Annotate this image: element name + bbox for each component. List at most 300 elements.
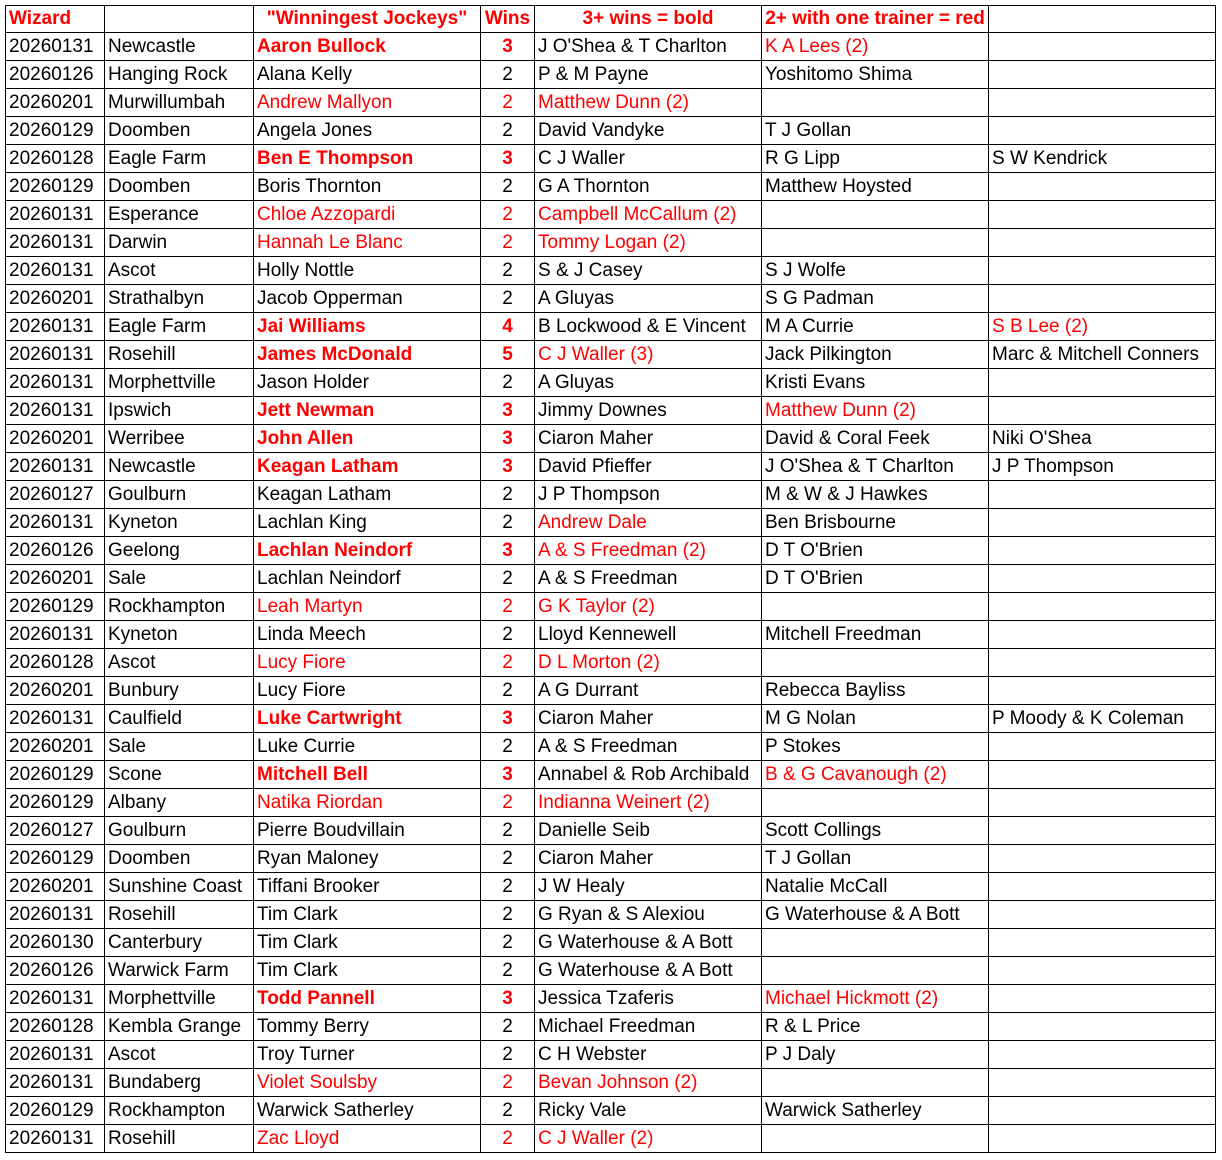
date-cell[interactable]: 20260131 bbox=[6, 705, 105, 733]
table-row bbox=[6, 565, 1216, 593]
wins-cell[interactable]: 3 bbox=[481, 761, 535, 789]
trainer-3-cell[interactable]: J P Thompson bbox=[989, 453, 1216, 481]
trainer-3-cell[interactable] bbox=[989, 677, 1216, 705]
date-cell[interactable]: 20260128 bbox=[6, 145, 105, 173]
venue-cell[interactable]: Ascot bbox=[105, 257, 254, 285]
trainer-1-cell[interactable]: A Gluyas bbox=[535, 369, 762, 397]
wins-cell[interactable]: 2 bbox=[481, 957, 535, 985]
jockey-cell[interactable]: Lucy Fiore bbox=[254, 649, 481, 677]
venue-cell[interactable]: Eagle Farm bbox=[105, 145, 254, 173]
jockey-cell[interactable]: Luke Currie bbox=[254, 733, 481, 761]
date-cell[interactable]: 20260131 bbox=[6, 369, 105, 397]
date-cell[interactable]: 20260129 bbox=[6, 173, 105, 201]
venue-cell[interactable]: Morphettville bbox=[105, 985, 254, 1013]
trainer-1-cell[interactable]: A & S Freedman bbox=[535, 733, 762, 761]
trainer-1-cell[interactable]: Matthew Dunn (2) bbox=[535, 89, 762, 117]
trainer-2-cell[interactable] bbox=[762, 89, 989, 117]
date-cell[interactable]: 20260131 bbox=[6, 201, 105, 229]
trainer-3-cell[interactable] bbox=[989, 481, 1216, 509]
date-cell[interactable]: 20260127 bbox=[6, 817, 105, 845]
jockey-cell[interactable]: Jacob Opperman bbox=[254, 285, 481, 313]
venue-cell[interactable]: Darwin bbox=[105, 229, 254, 257]
trainer-3-cell[interactable] bbox=[989, 761, 1216, 789]
trainer-3-cell[interactable]: Niki O'Shea bbox=[989, 425, 1216, 453]
trainer-3-cell[interactable] bbox=[989, 733, 1216, 761]
venue-cell[interactable]: Doomben bbox=[105, 117, 254, 145]
date-cell[interactable]: 20260131 bbox=[6, 1125, 105, 1153]
trainer-3-cell[interactable] bbox=[989, 1013, 1216, 1041]
wins-cell[interactable]: 2 bbox=[481, 285, 535, 313]
date-cell[interactable]: 20260126 bbox=[6, 537, 105, 565]
date-cell[interactable]: 20260131 bbox=[6, 985, 105, 1013]
trainer-1-cell[interactable]: C J Waller bbox=[535, 145, 762, 173]
table-row bbox=[6, 817, 1216, 845]
header-row bbox=[6, 6, 1216, 33]
trainer-2-cell[interactable]: B & G Cavanough (2) bbox=[762, 761, 989, 789]
trainer-2-cell[interactable]: S J Wolfe bbox=[762, 257, 989, 285]
date-cell[interactable]: 20260131 bbox=[6, 1069, 105, 1097]
jockey-cell[interactable]: Boris Thornton bbox=[254, 173, 481, 201]
trainer-2-cell[interactable] bbox=[762, 593, 989, 621]
trainer-1-cell[interactable]: Bevan Johnson (2) bbox=[535, 1069, 762, 1097]
venue-cell[interactable]: Sale bbox=[105, 565, 254, 593]
jockey-cell[interactable]: Natika Riordan bbox=[254, 789, 481, 817]
venue-cell[interactable]: Esperance bbox=[105, 201, 254, 229]
wins-cell[interactable]: 3 bbox=[481, 425, 535, 453]
trainer-1-cell[interactable]: Indianna Weinert (2) bbox=[535, 789, 762, 817]
wins-cell[interactable]: 2 bbox=[481, 201, 535, 229]
trainer-3-cell[interactable] bbox=[989, 201, 1216, 229]
trainer-2-cell[interactable]: Mitchell Freedman bbox=[762, 621, 989, 649]
jockey-cell[interactable]: Ryan Maloney bbox=[254, 845, 481, 873]
jockey-cell[interactable]: Holly Nottle bbox=[254, 257, 481, 285]
header-extra[interactable] bbox=[989, 6, 1216, 33]
jockey-cell[interactable]: Mitchell Bell bbox=[254, 761, 481, 789]
jockey-cell[interactable]: Troy Turner bbox=[254, 1041, 481, 1069]
date-cell[interactable]: 20260129 bbox=[6, 845, 105, 873]
trainer-1-cell[interactable]: A G Durrant bbox=[535, 677, 762, 705]
wins-cell[interactable]: 2 bbox=[481, 61, 535, 89]
trainer-3-cell[interactable] bbox=[989, 537, 1216, 565]
trainer-3-cell[interactable] bbox=[989, 89, 1216, 117]
wins-cell[interactable]: 2 bbox=[481, 621, 535, 649]
wins-cell[interactable]: 2 bbox=[481, 1097, 535, 1125]
wins-cell[interactable]: 2 bbox=[481, 173, 535, 201]
wins-cell[interactable]: 2 bbox=[481, 481, 535, 509]
jockey-cell[interactable]: Angela Jones bbox=[254, 117, 481, 145]
trainer-3-cell[interactable] bbox=[989, 1041, 1216, 1069]
wins-cell[interactable]: 3 bbox=[481, 537, 535, 565]
venue-cell[interactable]: Sunshine Coast bbox=[105, 873, 254, 901]
trainer-1-cell[interactable]: G Waterhouse & A Bott bbox=[535, 957, 762, 985]
header-bold-rule[interactable]: 3+ wins = bold bbox=[535, 6, 762, 33]
trainer-2-cell[interactable]: K A Lees (2) bbox=[762, 33, 989, 61]
jockey-cell[interactable]: Ben E Thompson bbox=[254, 145, 481, 173]
wins-cell[interactable]: 2 bbox=[481, 565, 535, 593]
venue-cell[interactable]: Eagle Farm bbox=[105, 313, 254, 341]
venue-cell[interactable]: Murwillumbah bbox=[105, 89, 254, 117]
jockey-cell[interactable]: Tim Clark bbox=[254, 957, 481, 985]
date-cell[interactable]: 20260201 bbox=[6, 565, 105, 593]
trainer-1-cell[interactable]: C J Waller (3) bbox=[535, 341, 762, 369]
trainer-3-cell[interactable] bbox=[989, 1069, 1216, 1097]
wins-cell[interactable]: 2 bbox=[481, 593, 535, 621]
trainer-3-cell[interactable] bbox=[989, 369, 1216, 397]
trainer-1-cell[interactable]: C H Webster bbox=[535, 1041, 762, 1069]
trainer-2-cell[interactable]: Warwick Satherley bbox=[762, 1097, 989, 1125]
trainer-3-cell[interactable] bbox=[989, 901, 1216, 929]
jockey-cell[interactable]: Tim Clark bbox=[254, 901, 481, 929]
trainer-1-cell[interactable]: J W Healy bbox=[535, 873, 762, 901]
trainer-2-cell[interactable]: David & Coral Feek bbox=[762, 425, 989, 453]
trainer-3-cell[interactable] bbox=[989, 285, 1216, 313]
venue-cell[interactable]: Scone bbox=[105, 761, 254, 789]
table-row bbox=[6, 1041, 1216, 1069]
date-cell[interactable]: 20260131 bbox=[6, 397, 105, 425]
trainer-1-cell[interactable]: A & S Freedman bbox=[535, 565, 762, 593]
trainer-2-cell[interactable]: S G Padman bbox=[762, 285, 989, 313]
wins-cell[interactable]: 2 bbox=[481, 929, 535, 957]
date-cell[interactable]: 20260128 bbox=[6, 1013, 105, 1041]
trainer-3-cell[interactable] bbox=[989, 173, 1216, 201]
date-cell[interactable]: 20260131 bbox=[6, 33, 105, 61]
wins-cell[interactable]: 3 bbox=[481, 705, 535, 733]
table-row bbox=[6, 873, 1216, 901]
trainer-2-cell[interactable]: Scott Collings bbox=[762, 817, 989, 845]
trainer-1-cell[interactable]: Ciaron Maher bbox=[535, 845, 762, 873]
venue-cell[interactable]: Caulfield bbox=[105, 705, 254, 733]
wins-cell[interactable]: 3 bbox=[481, 145, 535, 173]
wins-cell[interactable]: 2 bbox=[481, 89, 535, 117]
date-cell[interactable]: 20260130 bbox=[6, 929, 105, 957]
trainer-1-cell[interactable]: B Lockwood & E Vincent bbox=[535, 313, 762, 341]
jockey-cell[interactable]: Pierre Boudvillain bbox=[254, 817, 481, 845]
jockey-cell[interactable]: James McDonald bbox=[254, 341, 481, 369]
trainer-1-cell[interactable]: Ciaron Maher bbox=[535, 705, 762, 733]
trainer-2-cell[interactable] bbox=[762, 229, 989, 257]
trainer-2-cell[interactable]: M & W & J Hawkes bbox=[762, 481, 989, 509]
wins-cell[interactable]: 2 bbox=[481, 677, 535, 705]
trainer-3-cell[interactable] bbox=[989, 397, 1216, 425]
trainer-1-cell[interactable]: Ciaron Maher bbox=[535, 425, 762, 453]
date-cell[interactable]: 20260131 bbox=[6, 341, 105, 369]
trainer-2-cell[interactable]: D T O'Brien bbox=[762, 565, 989, 593]
date-cell[interactable]: 20260131 bbox=[6, 509, 105, 537]
venue-cell[interactable]: Strathalbyn bbox=[105, 285, 254, 313]
trainer-2-cell[interactable]: Kristi Evans bbox=[762, 369, 989, 397]
jockey-cell[interactable]: Lachlan Neindorf bbox=[254, 565, 481, 593]
trainer-1-cell[interactable]: Danielle Seib bbox=[535, 817, 762, 845]
wins-cell[interactable]: 3 bbox=[481, 33, 535, 61]
trainer-2-cell[interactable] bbox=[762, 649, 989, 677]
wins-cell[interactable]: 2 bbox=[481, 789, 535, 817]
trainer-2-cell[interactable]: Ben Brisbourne bbox=[762, 509, 989, 537]
venue-cell[interactable]: Doomben bbox=[105, 173, 254, 201]
venue-cell[interactable]: Bundaberg bbox=[105, 1069, 254, 1097]
trainer-1-cell[interactable]: Michael Freedman bbox=[535, 1013, 762, 1041]
date-cell[interactable]: 20260201 bbox=[6, 285, 105, 313]
venue-cell[interactable]: Goulburn bbox=[105, 481, 254, 509]
trainer-1-cell[interactable]: Jessica Tzaferis bbox=[535, 985, 762, 1013]
venue-cell[interactable]: Morphettville bbox=[105, 369, 254, 397]
trainer-2-cell[interactable]: Yoshitomo Shima bbox=[762, 61, 989, 89]
trainer-1-cell[interactable]: G K Taylor (2) bbox=[535, 593, 762, 621]
trainer-1-cell[interactable]: Andrew Dale bbox=[535, 509, 762, 537]
wins-cell[interactable]: 2 bbox=[481, 369, 535, 397]
trainer-1-cell[interactable]: A & S Freedman (2) bbox=[535, 537, 762, 565]
jockey-cell[interactable]: Lachlan King bbox=[254, 509, 481, 537]
venue-cell[interactable]: Ascot bbox=[105, 649, 254, 677]
date-cell[interactable]: 20260129 bbox=[6, 789, 105, 817]
trainer-1-cell[interactable]: J O'Shea & T Charlton bbox=[535, 33, 762, 61]
jockey-cell[interactable]: Lachlan Neindorf bbox=[254, 537, 481, 565]
trainer-3-cell[interactable] bbox=[989, 957, 1216, 985]
trainer-3-cell[interactable] bbox=[989, 873, 1216, 901]
wins-cell[interactable]: 5 bbox=[481, 341, 535, 369]
jockey-cell[interactable]: Linda Meech bbox=[254, 621, 481, 649]
jockey-cell[interactable]: Violet Soulsby bbox=[254, 1069, 481, 1097]
trainer-2-cell[interactable]: J O'Shea & T Charlton bbox=[762, 453, 989, 481]
trainer-1-cell[interactable]: A Gluyas bbox=[535, 285, 762, 313]
trainer-1-cell[interactable]: Tommy Logan (2) bbox=[535, 229, 762, 257]
venue-cell[interactable]: Kyneton bbox=[105, 621, 254, 649]
trainer-3-cell[interactable] bbox=[989, 33, 1216, 61]
trainer-1-cell[interactable]: J P Thompson bbox=[535, 481, 762, 509]
date-cell[interactable]: 20260131 bbox=[6, 453, 105, 481]
venue-cell[interactable]: Kembla Grange bbox=[105, 1013, 254, 1041]
trainer-2-cell[interactable]: Natalie McCall bbox=[762, 873, 989, 901]
trainer-3-cell[interactable] bbox=[989, 1097, 1216, 1125]
trainer-2-cell[interactable]: P J Daly bbox=[762, 1041, 989, 1069]
wins-cell[interactable]: 2 bbox=[481, 817, 535, 845]
jockey-cell[interactable]: Luke Cartwright bbox=[254, 705, 481, 733]
venue-cell[interactable]: Newcastle bbox=[105, 453, 254, 481]
venue-cell[interactable]: Rosehill bbox=[105, 1125, 254, 1153]
date-cell[interactable]: 20260129 bbox=[6, 1097, 105, 1125]
date-cell[interactable]: 20260131 bbox=[6, 1041, 105, 1069]
trainer-2-cell[interactable] bbox=[762, 789, 989, 817]
venue-cell[interactable]: Warwick Farm bbox=[105, 957, 254, 985]
wins-cell[interactable]: 2 bbox=[481, 873, 535, 901]
jockey-cell[interactable]: Leah Martyn bbox=[254, 593, 481, 621]
wins-cell[interactable]: 2 bbox=[481, 1069, 535, 1097]
jockey-cell[interactable]: Todd Pannell bbox=[254, 985, 481, 1013]
trainer-1-cell[interactable]: C J Waller (2) bbox=[535, 1125, 762, 1153]
trainer-1-cell[interactable]: David Pfieffer bbox=[535, 453, 762, 481]
trainer-2-cell[interactable]: G Waterhouse & A Bott bbox=[762, 901, 989, 929]
header-wins[interactable]: Wins bbox=[481, 6, 535, 33]
trainer-2-cell[interactable]: R G Lipp bbox=[762, 145, 989, 173]
jockey-cell[interactable]: Tommy Berry bbox=[254, 1013, 481, 1041]
jockey-cell[interactable]: John Allen bbox=[254, 425, 481, 453]
trainer-3-cell[interactable] bbox=[989, 621, 1216, 649]
venue-cell[interactable]: Werribee bbox=[105, 425, 254, 453]
trainer-1-cell[interactable]: G Waterhouse & A Bott bbox=[535, 929, 762, 957]
jockey-cell[interactable]: Tim Clark bbox=[254, 929, 481, 957]
venue-cell[interactable]: Rockhampton bbox=[105, 593, 254, 621]
wins-cell[interactable]: 3 bbox=[481, 453, 535, 481]
date-cell[interactable]: 20260129 bbox=[6, 761, 105, 789]
trainer-3-cell[interactable] bbox=[989, 229, 1216, 257]
wins-cell[interactable]: 3 bbox=[481, 985, 535, 1013]
date-cell[interactable]: 20260201 bbox=[6, 873, 105, 901]
trainer-3-cell[interactable]: P Moody & K Coleman bbox=[989, 705, 1216, 733]
jockey-cell[interactable]: Aaron Bullock bbox=[254, 33, 481, 61]
trainer-1-cell[interactable]: D L Morton (2) bbox=[535, 649, 762, 677]
trainer-2-cell[interactable]: M G Nolan bbox=[762, 705, 989, 733]
header-jockeys[interactable]: "Winningest Jockeys" bbox=[254, 6, 481, 33]
trainer-3-cell[interactable]: Marc & Mitchell Conners bbox=[989, 341, 1216, 369]
trainer-2-cell[interactable]: T J Gollan bbox=[762, 845, 989, 873]
wins-cell[interactable]: 2 bbox=[481, 1013, 535, 1041]
trainer-1-cell[interactable]: P & M Payne bbox=[535, 61, 762, 89]
venue-cell[interactable]: Albany bbox=[105, 789, 254, 817]
trainer-2-cell[interactable]: Matthew Hoysted bbox=[762, 173, 989, 201]
header-wizard[interactable]: Wizard bbox=[6, 6, 105, 33]
trainer-2-cell[interactable] bbox=[762, 957, 989, 985]
date-cell[interactable]: 20260131 bbox=[6, 621, 105, 649]
wins-cell[interactable]: 2 bbox=[481, 229, 535, 257]
trainer-2-cell[interactable]: Jack Pilkington bbox=[762, 341, 989, 369]
trainer-3-cell[interactable] bbox=[989, 1125, 1216, 1153]
date-cell[interactable]: 20260126 bbox=[6, 61, 105, 89]
date-cell[interactable]: 20260128 bbox=[6, 649, 105, 677]
jockey-cell[interactable]: Hannah Le Blanc bbox=[254, 229, 481, 257]
trainer-1-cell[interactable]: David Vandyke bbox=[535, 117, 762, 145]
jockey-cell[interactable]: Jett Newman bbox=[254, 397, 481, 425]
trainer-2-cell[interactable] bbox=[762, 929, 989, 957]
date-cell[interactable]: 20260131 bbox=[6, 901, 105, 929]
trainer-2-cell[interactable]: Matthew Dunn (2) bbox=[762, 397, 989, 425]
trainer-3-cell[interactable] bbox=[989, 649, 1216, 677]
jockey-cell[interactable]: Chloe Azzopardi bbox=[254, 201, 481, 229]
venue-cell[interactable]: Kyneton bbox=[105, 509, 254, 537]
trainer-1-cell[interactable]: Ricky Vale bbox=[535, 1097, 762, 1125]
header-venue[interactable] bbox=[105, 6, 254, 33]
wins-cell[interactable]: 4 bbox=[481, 313, 535, 341]
wins-cell[interactable]: 2 bbox=[481, 257, 535, 285]
trainer-3-cell[interactable] bbox=[989, 845, 1216, 873]
jockey-cell[interactable]: Jai Williams bbox=[254, 313, 481, 341]
trainer-2-cell[interactable]: Michael Hickmott (2) bbox=[762, 985, 989, 1013]
date-cell[interactable]: 20260127 bbox=[6, 481, 105, 509]
date-cell[interactable]: 20260129 bbox=[6, 593, 105, 621]
wins-cell[interactable]: 2 bbox=[481, 509, 535, 537]
trainer-2-cell[interactable]: D T O'Brien bbox=[762, 537, 989, 565]
wins-cell[interactable]: 2 bbox=[481, 1125, 535, 1153]
wins-cell[interactable]: 2 bbox=[481, 117, 535, 145]
jockey-cell[interactable]: Andrew Mallyon bbox=[254, 89, 481, 117]
trainer-1-cell[interactable]: G Ryan & S Alexiou bbox=[535, 901, 762, 929]
table-row bbox=[6, 649, 1216, 677]
jockey-cell[interactable]: Keagan Latham bbox=[254, 481, 481, 509]
trainer-3-cell[interactable] bbox=[989, 593, 1216, 621]
trainer-1-cell[interactable]: S & J Casey bbox=[535, 257, 762, 285]
table-row bbox=[6, 537, 1216, 565]
trainer-1-cell[interactable]: Annabel & Rob Archibald bbox=[535, 761, 762, 789]
venue-cell[interactable]: Doomben bbox=[105, 845, 254, 873]
trainer-2-cell[interactable]: M A Currie bbox=[762, 313, 989, 341]
trainer-3-cell[interactable] bbox=[989, 789, 1216, 817]
trainer-1-cell[interactable]: Jimmy Downes bbox=[535, 397, 762, 425]
trainer-1-cell[interactable]: Campbell McCallum (2) bbox=[535, 201, 762, 229]
trainer-3-cell[interactable] bbox=[989, 817, 1216, 845]
trainer-2-cell[interactable] bbox=[762, 201, 989, 229]
date-cell[interactable]: 20260201 bbox=[6, 89, 105, 117]
jockey-cell[interactable]: Alana Kelly bbox=[254, 61, 481, 89]
trainer-2-cell[interactable]: Rebecca Bayliss bbox=[762, 677, 989, 705]
date-cell[interactable]: 20260131 bbox=[6, 257, 105, 285]
trainer-3-cell[interactable] bbox=[989, 61, 1216, 89]
jockey-cell[interactable]: Zac Lloyd bbox=[254, 1125, 481, 1153]
wins-cell[interactable]: 2 bbox=[481, 1041, 535, 1069]
date-cell[interactable]: 20260131 bbox=[6, 229, 105, 257]
date-cell[interactable]: 20260201 bbox=[6, 677, 105, 705]
venue-cell[interactable]: Newcastle bbox=[105, 33, 254, 61]
table-row bbox=[6, 117, 1216, 145]
trainer-3-cell[interactable] bbox=[989, 985, 1216, 1013]
trainer-3-cell[interactable] bbox=[989, 509, 1216, 537]
wins-cell[interactable]: 2 bbox=[481, 733, 535, 761]
venue-cell[interactable]: Sale bbox=[105, 733, 254, 761]
trainer-1-cell[interactable]: Lloyd Kennewell bbox=[535, 621, 762, 649]
venue-cell[interactable]: Canterbury bbox=[105, 929, 254, 957]
venue-cell[interactable]: Rosehill bbox=[105, 901, 254, 929]
table-row bbox=[6, 453, 1216, 481]
table-row bbox=[6, 789, 1216, 817]
wins-cell[interactable]: 2 bbox=[481, 649, 535, 677]
venue-cell[interactable]: Hanging Rock bbox=[105, 61, 254, 89]
trainer-3-cell[interactable]: S W Kendrick bbox=[989, 145, 1216, 173]
jockey-cell[interactable]: Warwick Satherley bbox=[254, 1097, 481, 1125]
jockey-spreadsheet bbox=[5, 5, 1216, 1153]
header-red-rule[interactable]: 2+ with one trainer = red bbox=[762, 6, 989, 33]
trainer-1-cell[interactable]: G A Thornton bbox=[535, 173, 762, 201]
wins-cell[interactable]: 2 bbox=[481, 901, 535, 929]
trainer-3-cell[interactable] bbox=[989, 117, 1216, 145]
trainer-3-cell[interactable] bbox=[989, 257, 1216, 285]
trainer-2-cell[interactable] bbox=[762, 1125, 989, 1153]
date-cell[interactable]: 20260129 bbox=[6, 117, 105, 145]
venue-cell[interactable]: Bunbury bbox=[105, 677, 254, 705]
venue-cell[interactable]: Ascot bbox=[105, 1041, 254, 1069]
venue-cell[interactable]: Goulburn bbox=[105, 817, 254, 845]
jockey-cell[interactable]: Jason Holder bbox=[254, 369, 481, 397]
jockey-cell[interactable]: Keagan Latham bbox=[254, 453, 481, 481]
jockey-cell[interactable]: Lucy Fiore bbox=[254, 677, 481, 705]
jockey-cell[interactable]: Tiffani Brooker bbox=[254, 873, 481, 901]
table-row bbox=[6, 89, 1216, 117]
trainer-2-cell[interactable] bbox=[762, 1069, 989, 1097]
table-row bbox=[6, 61, 1216, 89]
date-cell[interactable]: 20260201 bbox=[6, 733, 105, 761]
trainer-2-cell[interactable]: R & L Price bbox=[762, 1013, 989, 1041]
trainer-2-cell[interactable]: P Stokes bbox=[762, 733, 989, 761]
venue-cell[interactable]: Geelong bbox=[105, 537, 254, 565]
trainer-3-cell[interactable] bbox=[989, 565, 1216, 593]
date-cell[interactable]: 20260131 bbox=[6, 313, 105, 341]
wins-cell[interactable]: 3 bbox=[481, 397, 535, 425]
date-cell[interactable]: 20260201 bbox=[6, 425, 105, 453]
trainer-2-cell[interactable]: T J Gollan bbox=[762, 117, 989, 145]
wins-cell[interactable]: 2 bbox=[481, 845, 535, 873]
venue-cell[interactable]: Ipswich bbox=[105, 397, 254, 425]
date-cell[interactable]: 20260126 bbox=[6, 957, 105, 985]
venue-cell[interactable]: Rosehill bbox=[105, 341, 254, 369]
trainer-3-cell[interactable]: S B Lee (2) bbox=[989, 313, 1216, 341]
trainer-3-cell[interactable] bbox=[989, 929, 1216, 957]
venue-cell[interactable]: Rockhampton bbox=[105, 1097, 254, 1125]
